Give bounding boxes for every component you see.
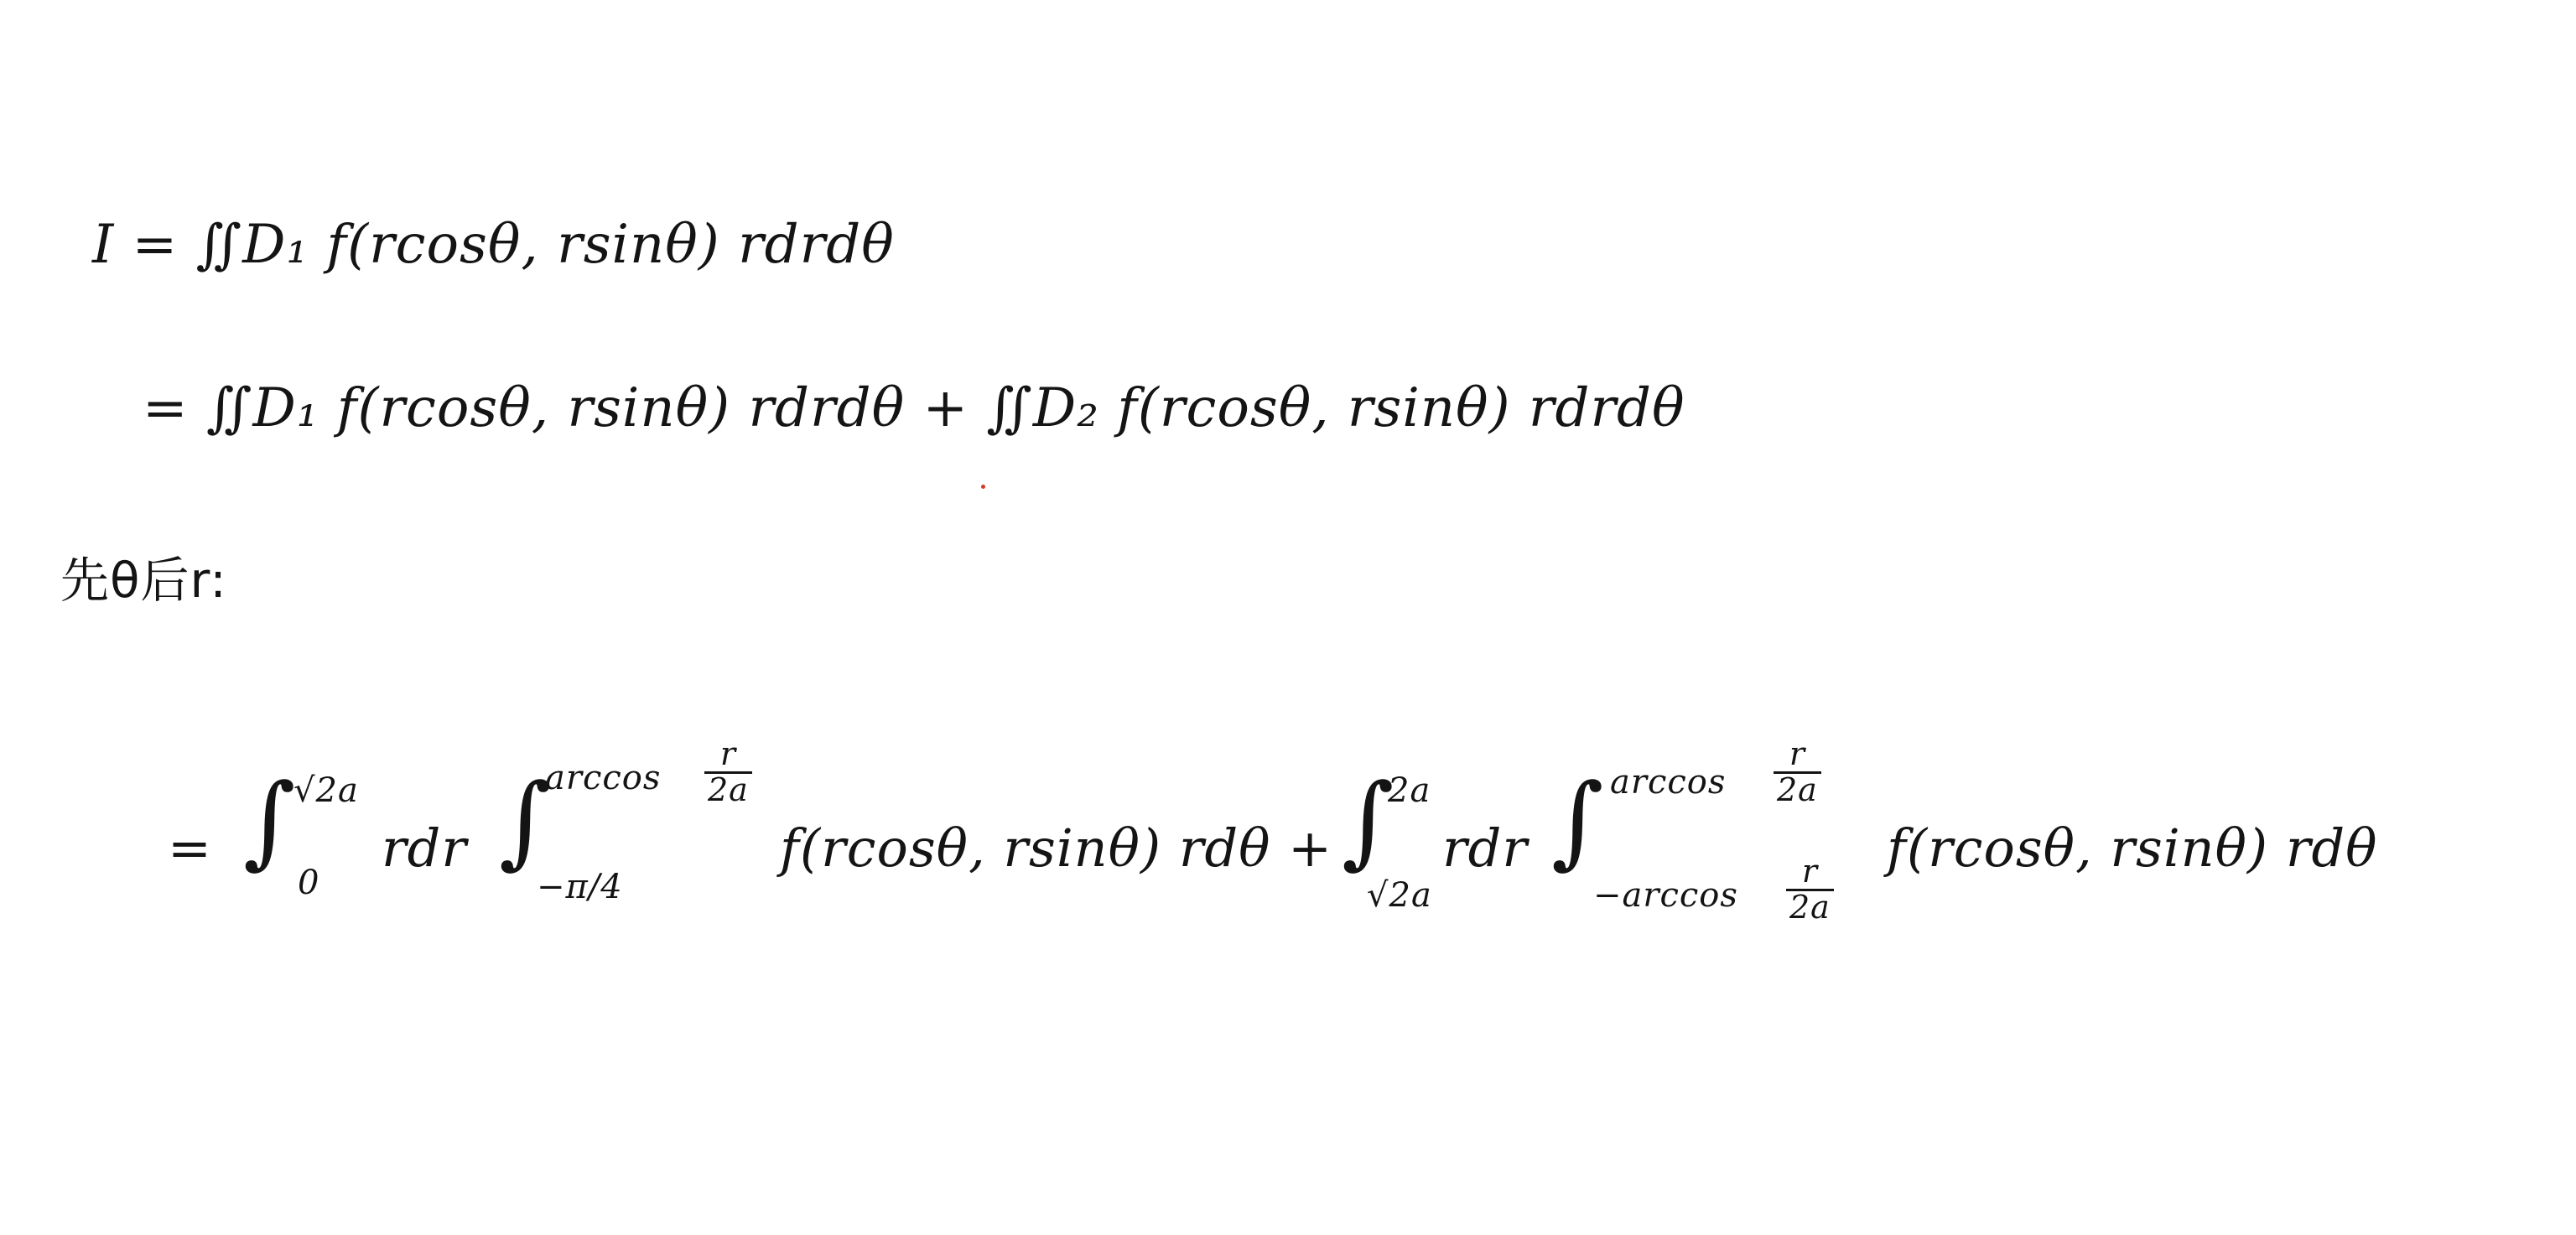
integrand-1: f(rcosθ, rsinθ) rdθ + — [780, 817, 1333, 879]
integral-2-lower-limit: −π/4 — [537, 868, 623, 906]
integral-1-differential: rdr — [382, 817, 467, 879]
red-ink-dot — [981, 485, 985, 489]
integral-1-lower-limit: 0 — [298, 864, 320, 902]
integral-2-upper-limit-function: arccos — [545, 759, 662, 797]
integral-3-sign: ∫ — [1342, 763, 1395, 880]
integral-1-upper-limit: √2a — [293, 771, 359, 810]
equation-line-3 — [168, 735, 2516, 956]
integral-4-upper-fraction — [1774, 735, 1821, 808]
integral-4-lower-limit-function: −arccos — [1593, 876, 1738, 915]
integral-4-upper-limit-function: arccos — [1610, 763, 1727, 802]
fraction-denominator: 2a — [1777, 771, 1818, 808]
fraction-numerator: r — [704, 738, 752, 774]
integral-4-lower-fraction — [1786, 855, 1834, 925]
equation-line-2: = ∬D₁ f(rcosθ, rsinθ) rdrdθ + ∬D₂ f(rcosθ, rsinθ) rdrdθ — [143, 377, 1685, 439]
equation-line-1: I = ∬D₁ f(rcosθ, rsinθ) rdrdθ — [92, 214, 895, 276]
integral-2-sign: ∫ — [499, 763, 553, 880]
integral-3-lower-limit: √2a — [1367, 876, 1432, 915]
integral-3-upper-limit: 2a — [1388, 771, 1431, 810]
fraction-denominator: 2a — [708, 771, 749, 808]
fraction-denominator: 2a — [1789, 888, 1831, 926]
equals-sign: = — [168, 817, 212, 879]
integration-order-note: 先θ后r: — [60, 552, 227, 609]
integrand-2: f(rcosθ, rsinθ) rdθ — [1887, 817, 2378, 879]
integral-4-sign: ∫ — [1551, 763, 1605, 880]
fraction-numerator: r — [1786, 855, 1834, 891]
integral-1-sign: ∫ — [243, 763, 297, 880]
integral-2-upper-fraction — [704, 735, 752, 808]
integral-3-differential: rdr — [1442, 817, 1528, 879]
fraction-numerator: r — [1774, 738, 1821, 774]
